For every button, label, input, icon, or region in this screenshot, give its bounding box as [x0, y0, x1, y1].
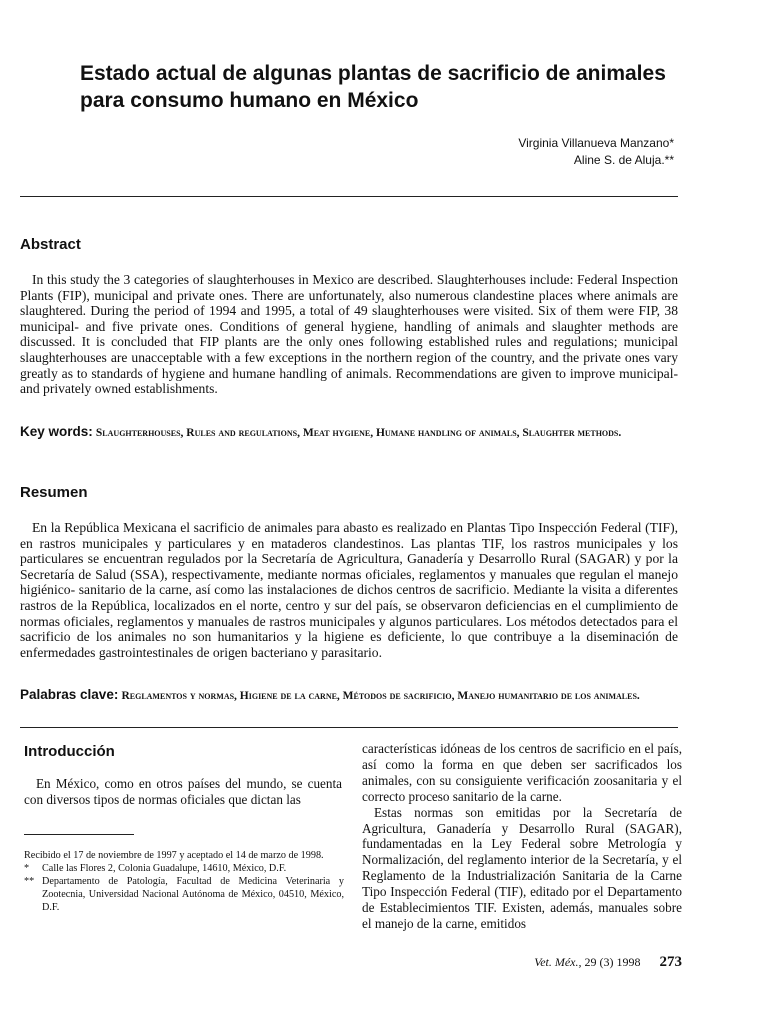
footnote-rule — [24, 834, 134, 835]
intro-right-paragraph-2: Estas normas son emitidas por la Secretaría de Agricultura, Ganadería y Desarrollo Rural (SAGAR), fundamentadas en la Ley Federal sobre Metrología y Normalización, del reglamento interior de la Secretaría, y el Reglamento de la Industrialización Sanitaria de la Carne Tipo Inspección Federal (TIF), editado por el Departamento de Establecimientos TIF. Existen, además, manuales sobre el manejo de la carne, emitidos — [362, 804, 682, 931]
footnotes — [24, 849, 344, 914]
abstract-text: In this study the 3 categories of slaughterhouses in Mexico are described. Slaughterhouses include: Federal Inspection Plants (FIP), municipal and private ones. There are unfortunately, also numerous clandestine places where animals are slaughtered. During the period of 1994 and 1995, a total of 49 slaughterhouses were visited. Six of them were FIP, 38 municipal- and five private ones. Conditions of general hygiene, handling of animals and slaughter methods are discussed. It is concluded that FIP plants are the only ones following established rules and regulations; municipal slaughterhouses are unacceptable with a few exceptions in the northern region of the country, and the private ones vary greatly as to standards of hygiene and humane handling of animals. Recommendations are given to improve municipal- and privately owned establishments. — [20, 272, 678, 397]
left-column — [24, 776, 342, 808]
page-title: Estado actual de algunas plantas de sacrificio de animales para consumo humano en México — [80, 62, 666, 112]
received-note: Recibido el 17 de noviembre de 1997 y aceptado el 14 de marzo de 1998. — [24, 850, 324, 861]
introduccion-heading: Introducción — [24, 743, 115, 760]
page-number: 273 — [659, 954, 682, 970]
abstract-heading: Abstract — [20, 236, 81, 253]
footnote-2-text: Departamento de Patología, Facultad de Medicina Veterinaria y Zootecnia, Universidad Nacional Autónoma de México, 04510, México, D.F. — [42, 876, 344, 913]
footnote-1-text: Calle las Flores 2, Colonia Guadalupe, 14610, México, D.F. — [42, 863, 287, 874]
footnote-1 — [24, 862, 344, 875]
author-2: Aline S. de Aluja.** — [573, 153, 674, 167]
footnote-2 — [24, 875, 344, 914]
author-1: Virginia Villanueva Manzano* — [518, 136, 674, 150]
abstract-keywords — [20, 422, 680, 443]
section-rule — [20, 727, 678, 728]
journal-volume: 29 (3) 1998 — [584, 955, 641, 969]
resumen-text: En la República Mexicana el sacrificio de animales para abasto es realizado en Plantas Tipo Inspección Federal (TIF), en rastros municipales y particulares y en mataderos clandestinos. Las plantas TIF, los rastros municipales y los particulares se encuentran regulados por la Secretaría de Agricultura, Ganadería y Desarrollo Rural (SAGAR) y por la Secretaría de Salud (SSA), respectivamente, mediante normas oficiales, reglamentos y manuales que regulan el manejo higiénico- sanitario de la carne, así como las instalaciones de dichos centros de sacrificio. Mediante la visita a diferentes rastros de la República, localizados en el norte, centro y sur del país, se observaron deficiencias en el cumplimiento de normas oficiales, reglamentos y manuales de rastros municipales y algunos particulares. Los métodos detectados para el sacrificio de los animales no son humanitarios y la higiene es deficiente, lo que contribuye a la diseminación de enfermedades gastrointestinales de origen bacteriano y parasitario. — [20, 520, 678, 660]
resumen-keywords — [20, 685, 680, 706]
keywords-list: Slaughterhouses, Rules and regulations, Meat hygiene, Humane handling of animals, Slaughter methods. — [95, 427, 622, 439]
resumen-heading: Resumen — [20, 484, 88, 501]
palabras-clave-label: Palabras clave: — [20, 687, 119, 702]
header-rule — [20, 196, 678, 197]
author-list — [518, 135, 674, 169]
keywords-label: Key words: — [20, 424, 93, 439]
footnote-1-mark: * — [24, 863, 30, 874]
right-column — [362, 741, 682, 932]
palabras-clave-list: Reglamentos y normas, Higiene de la carne, Métodos de sacrificio, Manejo humanitario de los animales. — [121, 690, 640, 702]
intro-right-paragraph-1: características idóneas de los centros de sacrificio en el país, así como la forma en que deben ser sacrificados los animales, con su consiguiente verificación zoosanitaria y el correcto proceso sanitario de la carne. — [362, 741, 682, 804]
intro-left-paragraph: En México, como en otros países del mundo, se cuenta con diversos tipos de normas oficiales que dictan las — [24, 776, 342, 807]
page-footer — [534, 954, 682, 971]
journal-name: Vet. Méx., — [534, 955, 582, 969]
footnote-2-mark: ** — [24, 876, 35, 887]
